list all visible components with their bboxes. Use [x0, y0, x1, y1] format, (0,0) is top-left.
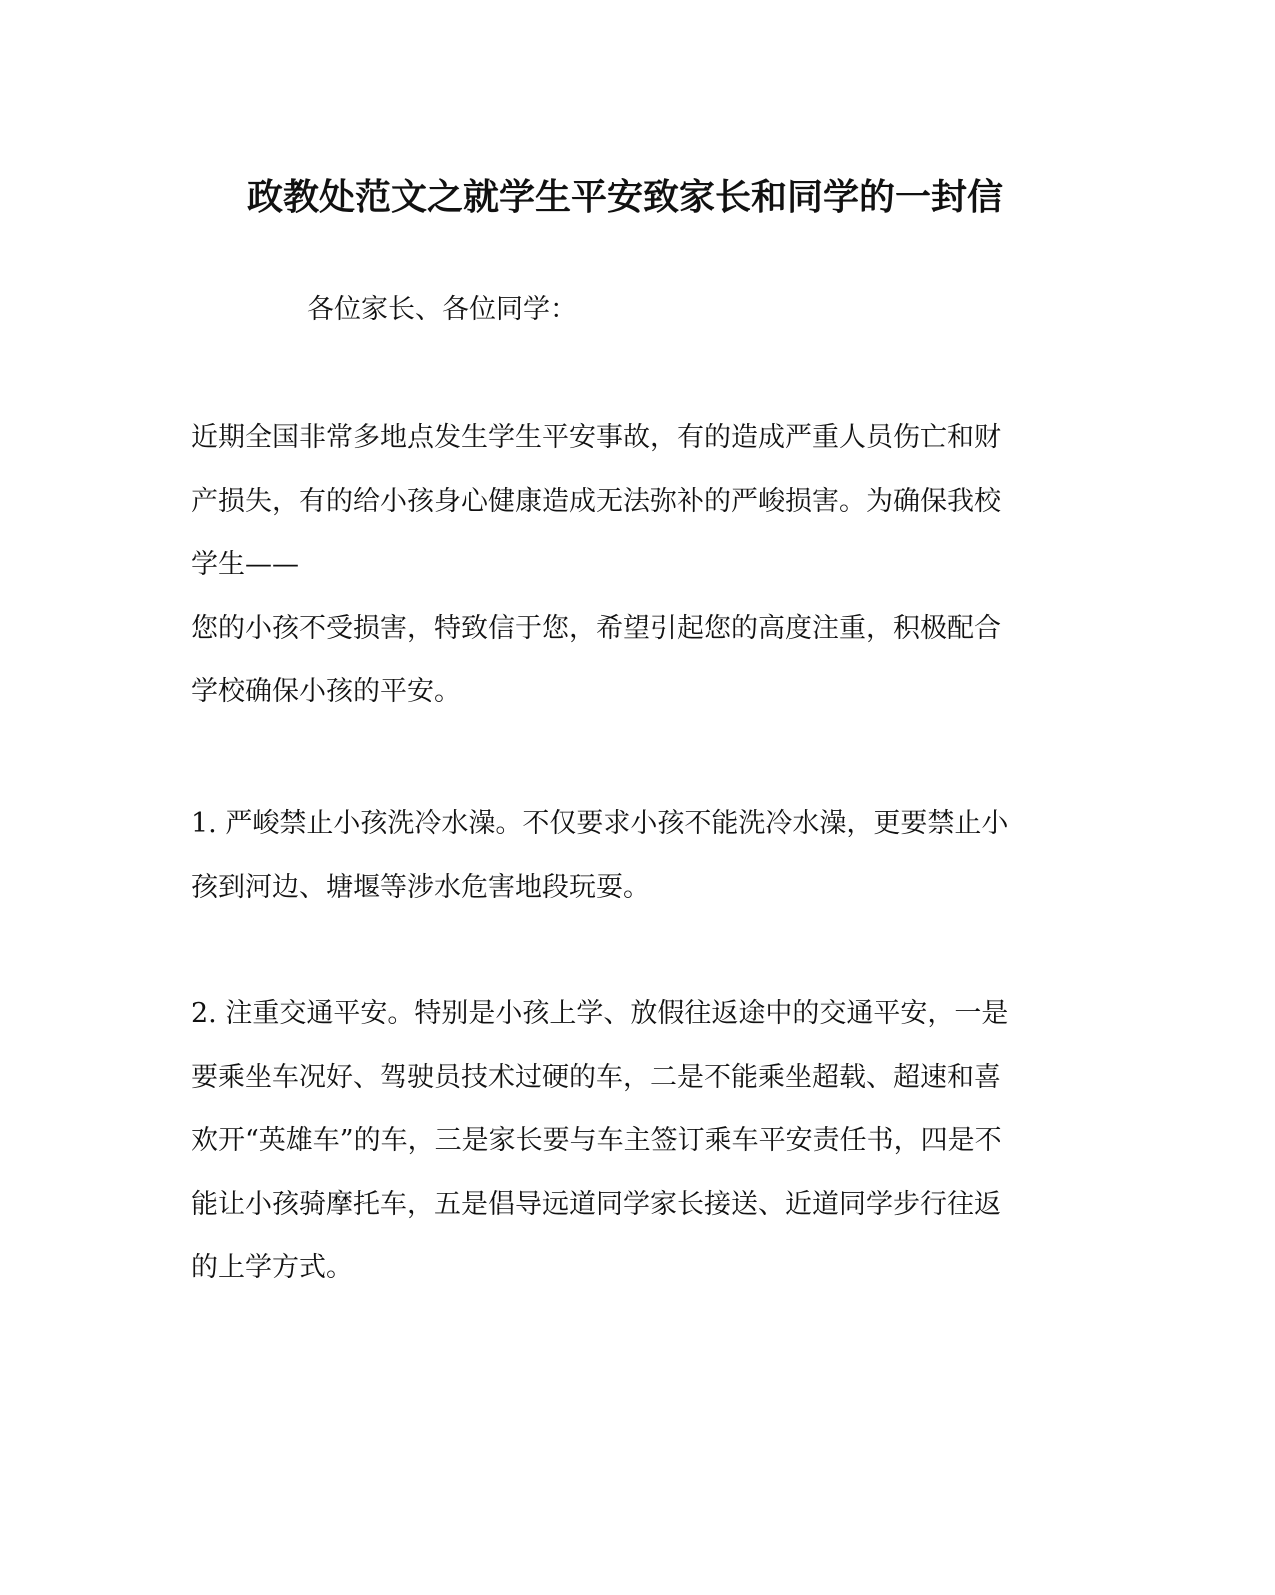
paragraph-item-1: [191, 792, 1071, 919]
paragraph-intro: [191, 406, 1071, 724]
paragraph-line: 欢开“英雄车”的车，三是家长要与车主签订乘车平安责任书，四是不: [191, 1125, 1002, 1156]
paragraph-item-2: [191, 982, 1071, 1300]
document-title: 政教处范文之就学生平安致家长和同学的一封信: [246, 176, 1003, 218]
paragraph-line: 近期全国非常多地点发生学生平安事故，有的造成严重人员伤亡和财: [191, 422, 1001, 453]
paragraph-line: 产损失，有的给小孩身心健康造成无法弥补的严峻损害。为确保我校: [191, 485, 1001, 517]
paragraph-line: 要乘坐车况好、驾驶员技术过硬的车，二是不能乘坐超载、超速和喜: [191, 1061, 1001, 1093]
paragraph-line: 您的小孩不受损害，特致信于您，希望引起您的高度注重，积极配合: [191, 612, 1001, 644]
salutation: 各位家长、各位同学：: [307, 294, 577, 325]
paragraph-line: 1. 严峻禁止小孩洗冷水澡。不仅要求小孩不能洗冷水澡，更要禁止小: [191, 808, 1009, 839]
paragraph-line: 学生——: [191, 549, 299, 580]
paragraph-line: 2. 注重交通平安。特别是小孩上学、放假往返途中的交通平安，一是: [191, 998, 1009, 1029]
paragraph-line: 学校确保小孩的平安。: [191, 676, 461, 707]
paragraph-line: 能让小孩骑摩托车，五是倡导远道同学家长接送、近道同学步行往返: [191, 1188, 1001, 1220]
paragraph-line: 的上学方式。: [191, 1252, 353, 1283]
paragraph-line: 孩到河边、塘堰等涉水危害地段玩耍。: [191, 871, 650, 903]
